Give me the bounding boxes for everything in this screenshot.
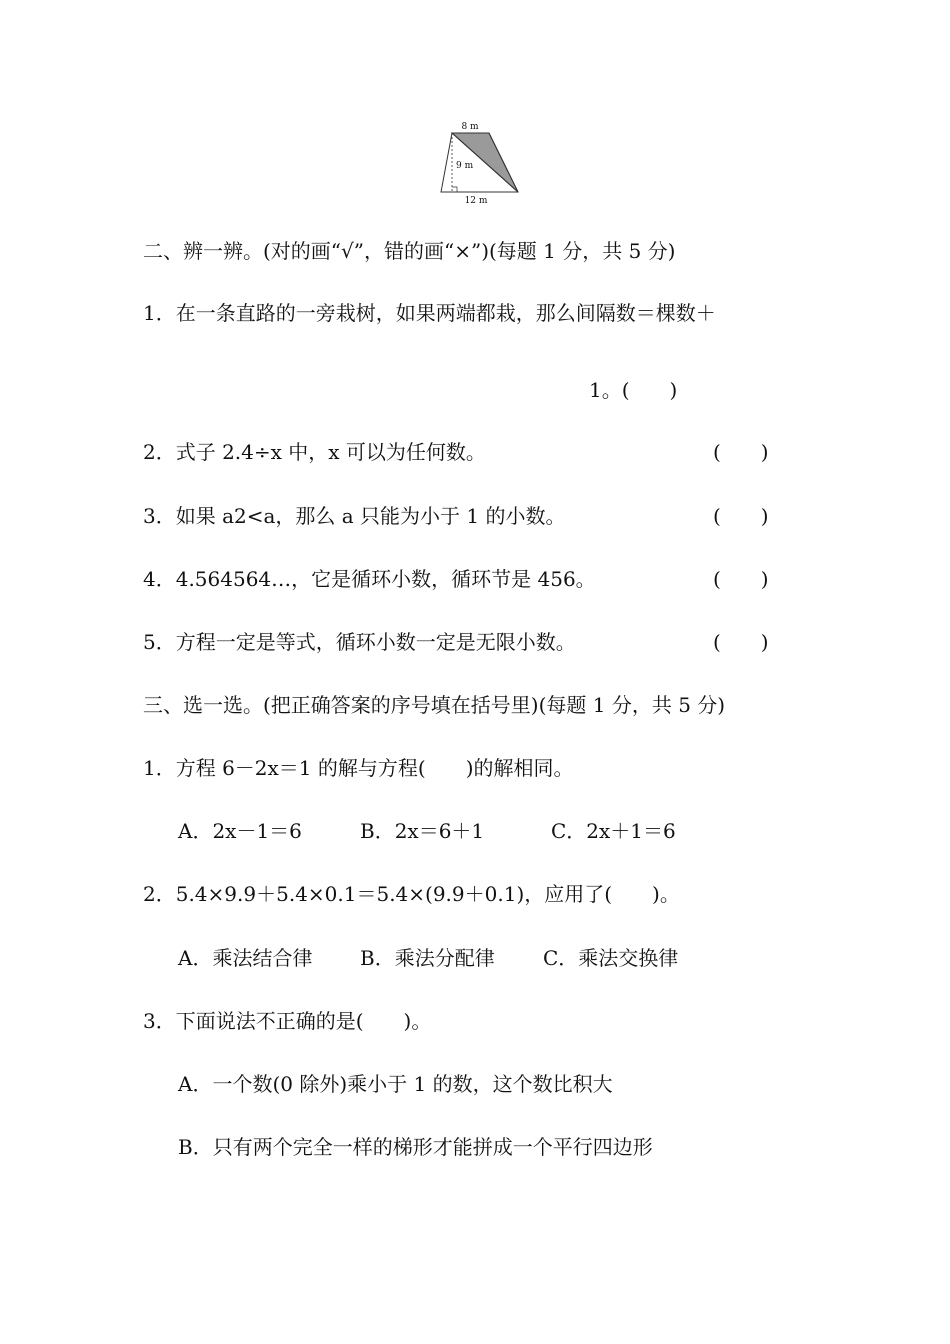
section3-question-1: 1．方程 6－2x＝1 的解与方程( )的解相同。	[143, 756, 574, 780]
trapezoid-figure	[434, 118, 524, 208]
answer-paren-2[interactable]: ( )	[713, 440, 769, 464]
q3-option-b: B．只有两个完全一样的梯形才能拼成一个平行四边形	[178, 1135, 653, 1159]
section2-item-2: 2．式子 2.4÷x 中，x 可以为任何数。	[143, 440, 486, 464]
trapezoid-diagram	[434, 118, 524, 208]
answer-paren-4[interactable]: ( )	[713, 567, 769, 591]
section2-item-1: 1．在一条直路的一旁栽树，如果两端都栽，那么间隔数＝棵数＋	[143, 301, 716, 325]
section3-heading: 三、选一选。(把正确答案的序号填在括号里)(每题 1 分，共 5 分)	[143, 693, 726, 717]
right-angle-mark	[452, 187, 457, 192]
answer-paren-5[interactable]: ( )	[713, 630, 769, 654]
section3-question-2: 2．5.4×9.9＋5.4×0.1＝5.4×(9.9＋0.1)，应用了( )。	[143, 882, 680, 906]
q2-option-c: C．乘法交换律	[543, 946, 679, 970]
q1-option-a: A．2x－1＝6	[178, 819, 302, 843]
section2-item-5: 5．方程一定是等式，循环小数一定是无限小数。	[143, 630, 576, 654]
section3-question-3: 3．下面说法不正确的是( )。	[143, 1009, 432, 1033]
section2-item-3: 3．如果 a2<a，那么 a 只能为小于 1 的小数。	[143, 504, 566, 528]
section2-item-1-continuation: 1。( )	[589, 378, 678, 402]
top-base-label: 8 m	[461, 122, 479, 132]
q1-option-b: B．2x＝6＋1	[360, 819, 485, 843]
q2-option-b: B．乘法分配律	[360, 946, 495, 970]
bottom-base-label: 12 m	[464, 196, 488, 206]
section2-heading: 二、辨一辨。(对的画“√”，错的画“×”)(每题 1 分，共 5 分)	[143, 239, 676, 263]
q1-option-c: C．2x＋1＝6	[551, 819, 676, 843]
q3-option-a: A．一个数(0 除外)乘小于 1 的数，这个数比积大	[178, 1072, 613, 1096]
q2-option-a: A．乘法结合律	[178, 946, 313, 970]
answer-paren-3[interactable]: ( )	[713, 504, 769, 528]
height-label: 9 m	[456, 161, 474, 171]
section2-item-4: 4．4.564564…，它是循环小数，循环节是 456。	[143, 567, 596, 591]
